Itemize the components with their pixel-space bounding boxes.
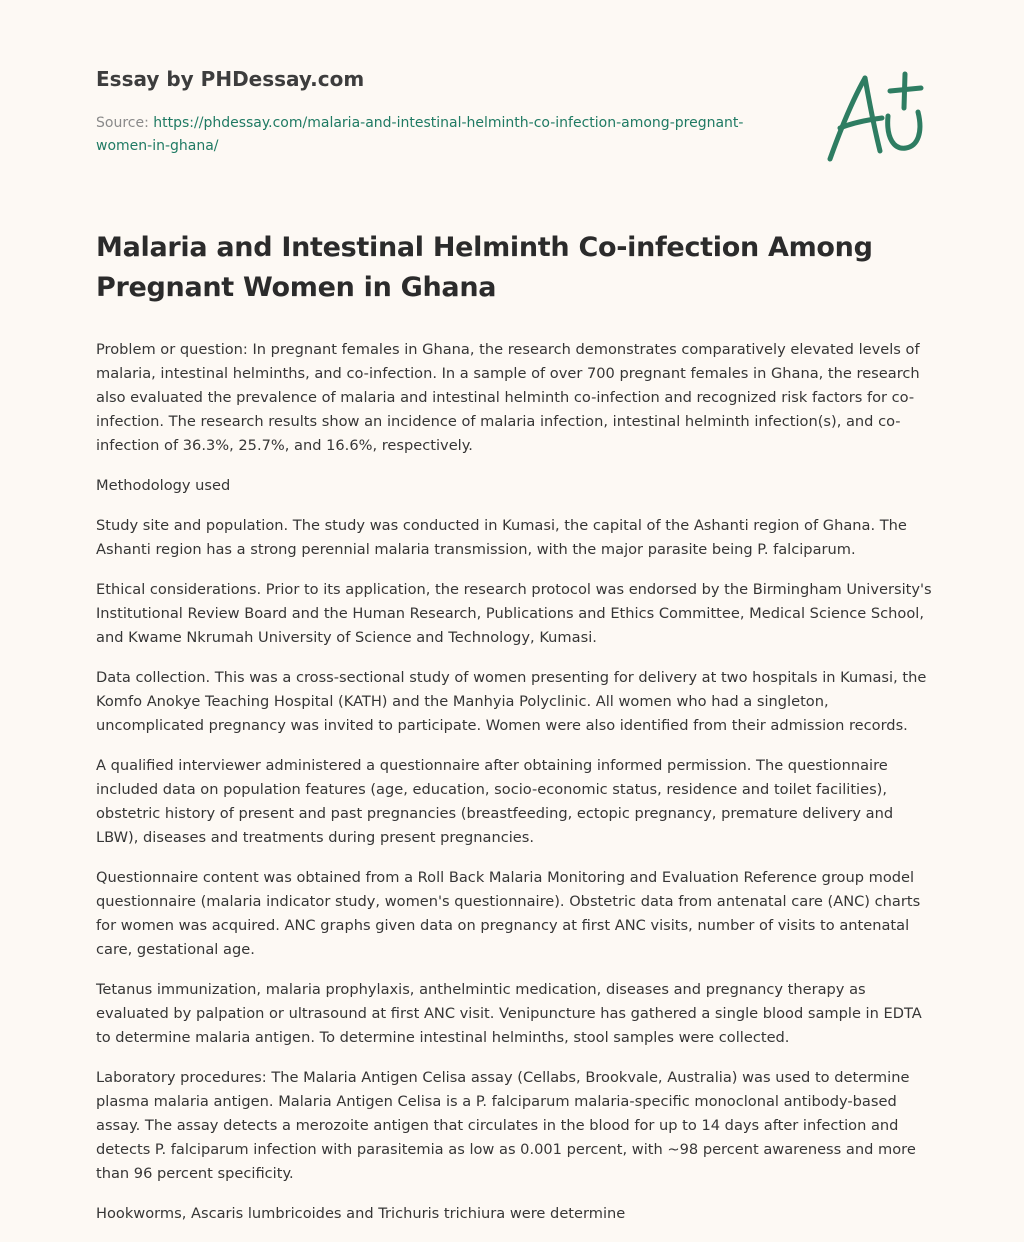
paragraph-tetanus: Tetanus immunization, malaria prophylaxis, anthelmintic medication, diseases and pregnancy therapy as evaluated by palpation or ultrasound at first ANC visit. Venipuncture has gathered a single blood sample in EDTA to determine malaria antigen. To determine intestinal helminths, stool samples were collected. [96,981,922,1046]
source-label: Source: [96,115,149,131]
paragraph-questionnaire: A qualified interviewer administered a questionnaire after obtaining informed permission. The questionnaire included data on population features (age, education, socio-economic status, residence and toilet facilities), obstetric history of present and past pregnancies (breastfeeding, ectopic pregnancy, premature delivery and LBW), diseases and treatments during present pregnancies. [96,757,894,846]
site-brand: Essay by PHDessay.com [96,67,365,91]
article [96,228,932,1242]
a-plus-logo-icon [820,66,930,166]
page-header [96,66,756,158]
source-line [96,112,756,158]
paragraph-study-site: Study site and population. The study was conducted in Kumasi, the capital of the Ashanti region of Ghana. The Ashanti region has a strong perennial malaria transmission, with the major parasite being P. falciparum. [96,517,907,558]
paragraph-hookworms: Hookworms, Ascaris lumbricoides and Trichuris trichiura were determine [96,1205,626,1222]
paragraph-methodology-heading: Methodology used [96,477,231,494]
source-link[interactable]: https://phdessay.com/malaria-and-intestinal-helminth-co-infection-among-pregnant-women-in-ghana/ [96,115,744,154]
paragraph-data-collection: Data collection. This was a cross-sectional study of women presenting for delivery at two hospitals in Kumasi, the Komfo Anokye Teaching Hospital (KATH) and the Manhyia Polyclinic. All women who had a singleton, uncomplicated pregnancy was invited to participate. Women were also identified from their admission records. [96,669,927,734]
paragraph-laboratory: Laboratory procedures: The Malaria Antigen Celisa assay (Cellabs, Brookvale, Australia) was used to determine plasma malaria antigen. Malaria Antigen Celisa is a P. falciparum malaria-specific monoclonal antibody-based assay. The assay detects a merozoite antigen that circulates in the blood for up to 14 days after infection and detects P. falciparum infection with parasitemia as low as 0.001 percent, with ~98 percent awareness and more than 96 percent specificity. [96,1069,916,1182]
paragraph-problem: Problem or question: In pregnant females in Ghana, the research demonstrates comparatively elevated levels of malaria, intestinal helminths, and co-infection. In a sample of over 700 pregnant females in Ghana, the research also evaluated the prevalence of malaria and intestinal helminth co-infection and recognized risk factors for co-infection. The research results show an incidence of malaria infection, intestinal helminth infection(s), and co-infection of 36.3%, 25.7%, and 16.6%, respectively. [96,341,920,454]
paragraph-questionnaire-content: Questionnaire content was obtained from a Roll Back Malaria Monitoring and Evaluation Reference group model questionnaire (malaria indicator study, women's questionnaire). Obstetric data from antenatal care (ANC) charts for women was acquired. ANC graphs given data on pregnancy at first ANC visits, number of visits to antenatal care, gestational age. [96,869,921,958]
paragraph-ethics: Ethical considerations. Prior to its application, the research protocol was endorsed by the Birmingham University's Institutional Review Board and the Human Research, Publications and Ethics Committee, Medical Science School, and Kwame Nkrumah University of Science and Technology, Kumasi. [96,581,932,646]
article-title: Malaria and Intestinal Helminth Co-infection Among Pregnant Women in Ghana [96,232,873,303]
